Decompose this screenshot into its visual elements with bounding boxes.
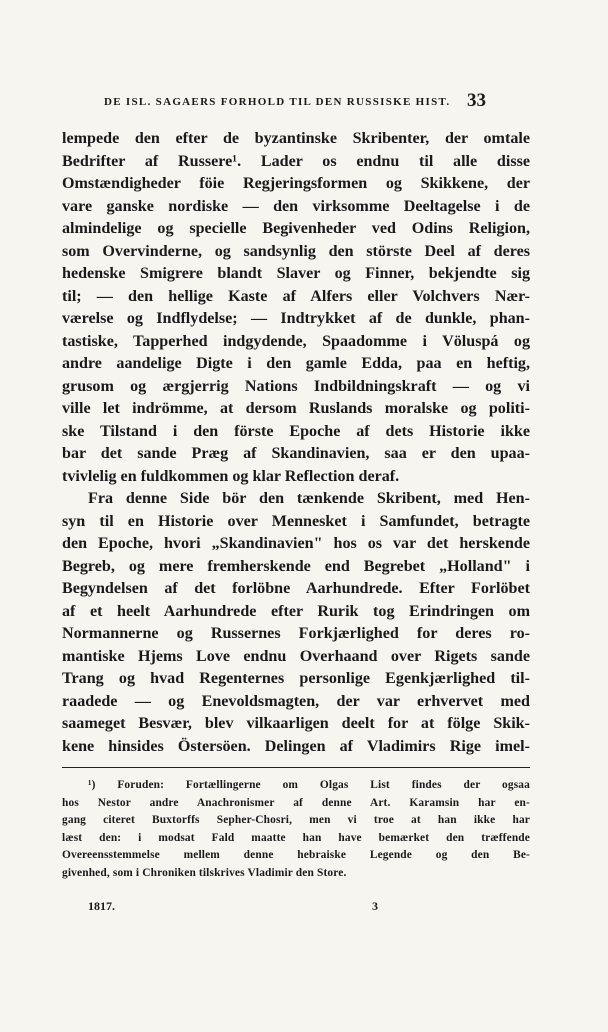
page-number: 33 — [467, 90, 486, 111]
body-text — [62, 128, 530, 758]
text-line: Fra denne Side bör den tænkende Skribent, med Hen- — [88, 490, 530, 507]
text-line: syn til en Historie over Mennesket i Samfundet, betragte — [62, 512, 530, 530]
text-line: som Overvinderne, og sandsynlig den störste Deel af deres — [62, 242, 530, 260]
text-line: andre aandelige Digte i den gamle Edda, paa en heftig, — [62, 355, 530, 372]
text-line: Normannerne og Russernes Forkjærlighed for deres ro- — [62, 625, 530, 642]
text-line: mantiske Hjems Love endnu Overhaand over Rigets sande — [62, 647, 530, 665]
text-line: raadede — og Enevoldsmagten, der var erhvervet med — [62, 692, 530, 710]
footnote-line: gang citeret Buxtorffs Sepher-Chosri, men vi troe at han ikke har — [62, 814, 530, 827]
text-line: værelse og Indflydelse; — Indtrykket af de dunkle, phan- — [62, 310, 530, 327]
text-line: Bedrifter af Russere¹. Lader os endnu til alle disse — [62, 152, 530, 170]
text-line: Begyndelsen af det forlöbne Aarhundrede. Efter Forlöbet — [62, 580, 530, 597]
text-line: lempede den efter de byzantinske Skribenter, der omtale — [62, 130, 530, 147]
text-line: bar det sande Præg af Skandinavien, saa er den upaa- — [62, 445, 530, 462]
text-line: hedenske Smigrere blandt Slaver og Finner, bekjendte sig — [62, 265, 530, 282]
text-line: saameget Besvær, blev vilkaarligen deelt for at fölge Skik- — [62, 715, 530, 732]
footnote-line: Overeensstemmelse mellem denne hebraiske Legende og den Be- — [62, 849, 530, 862]
running-head: DE ISL. SAGAERS FORHOLD TIL DEN RUSSISKE HIST. — [104, 96, 451, 108]
signature-year: 1817. — [88, 899, 115, 913]
text-line: til; — den hellige Kaste af Alfers eller Volchvers Nær- — [62, 287, 530, 305]
text-line: den Epoche, hvori „Skandinavien" hos os var det herskende — [62, 535, 530, 552]
footnote-divider — [62, 767, 530, 768]
printer-signature — [88, 899, 508, 917]
text-line: grusom og ærgjerrig Nations Indbildningskraft — og vi — [62, 377, 530, 395]
text-line: Trang og hvad Regenternes personlige Egenkjærlighed til- — [62, 670, 530, 687]
text-line: af et heelt Aarhundrede efter Rurik tog Erindringen om — [62, 602, 530, 620]
text-line: vare ganske nordiske — den virksomme Deeltagelse i de — [62, 197, 530, 215]
text-line: tvivlelig en fuldkommen og klar Reflection deraf. — [62, 467, 400, 485]
footnote-line: hos Nestor andre Anachronismer af denne Art. Karamsin har en- — [62, 796, 530, 809]
text-line: almindelige og specielle Begivenheder ved Odins Religion, — [62, 220, 530, 237]
text-line: tastiske, Tapperhed indgydende, Spaadomme i Völuspá og — [62, 332, 530, 350]
text-line: Omstændigheder föie Regjeringsformen og Skikkene, der — [62, 175, 530, 192]
footnote-line: givenhed, som i Chroniken tilskrives Vladimir den Store. — [62, 866, 347, 879]
text-line: ville let indrömme, at dersom Ruslands moralske og politi- — [62, 400, 530, 417]
text-line: kene hinsides Östersöen. Delingen af Vladimirs Rige imel- — [62, 737, 530, 755]
text-line: ske Tilstand i den förste Epoche af dets Historie ikke — [62, 422, 530, 440]
signature-mark: 3 — [372, 899, 378, 913]
footnote-line: ¹) Foruden: Fortællingerne om Olgas List findes der ogsaa — [88, 779, 530, 791]
text-line: Begreb, og mere fremherskende end Begrebet „Holland" i — [62, 557, 530, 575]
footnote-line: læst den: i modsat Fald maatte han have bemærket den træffende — [62, 831, 530, 844]
footnote — [62, 777, 530, 883]
